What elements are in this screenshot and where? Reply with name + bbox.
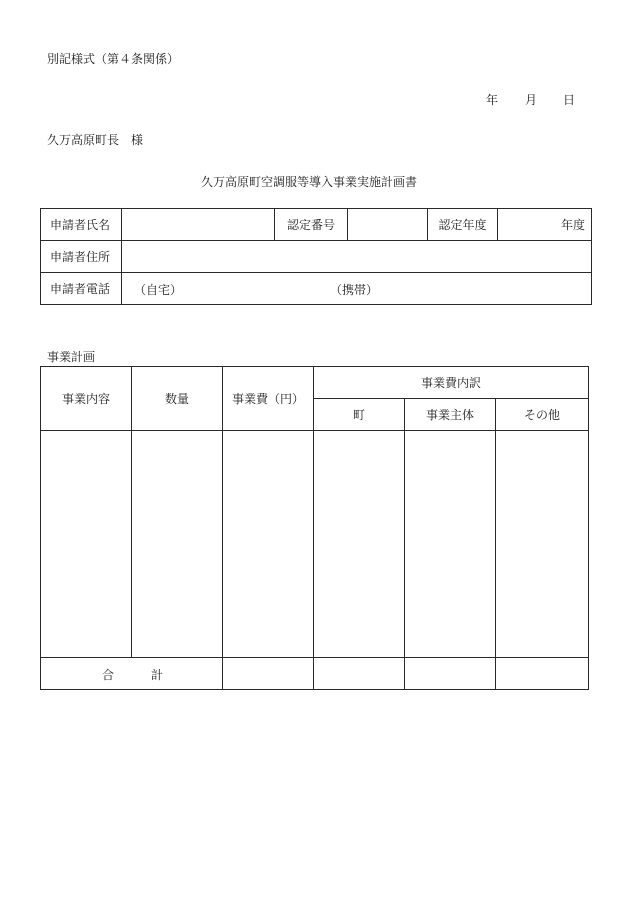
header-operator: 事業主体 bbox=[405, 399, 496, 431]
town-cell[interactable] bbox=[314, 431, 405, 658]
applicant-name-field[interactable] bbox=[122, 209, 275, 241]
document-title: 久万高原町空調服等導入事業実施計画書 bbox=[201, 175, 418, 189]
certification-year-label: 認定年度 bbox=[428, 209, 498, 241]
cost-cell[interactable] bbox=[223, 431, 314, 658]
header-cost: 事業費（円） bbox=[223, 367, 314, 431]
applicant-table bbox=[40, 208, 592, 305]
header-quantity: 数量 bbox=[132, 367, 223, 431]
header-cost-breakdown: 事業費内訳 bbox=[314, 367, 589, 399]
total-operator-cell[interactable] bbox=[405, 658, 496, 690]
applicant-phone-field[interactable] bbox=[122, 273, 592, 305]
total-town-cell[interactable] bbox=[314, 658, 405, 690]
plan-table bbox=[40, 366, 589, 690]
header-other: その他 bbox=[496, 399, 589, 431]
addressee: 久万高原町長 様 bbox=[47, 133, 144, 147]
certification-year-suffix: 年度 bbox=[560, 218, 585, 232]
total-label-b: 計 bbox=[151, 668, 164, 682]
date-month-label: 月 bbox=[525, 93, 538, 107]
certification-number-field[interactable] bbox=[348, 209, 428, 241]
total-other-cell[interactable] bbox=[496, 658, 589, 690]
content-cell[interactable] bbox=[41, 431, 132, 658]
total-label-a: 合 bbox=[102, 668, 115, 682]
applicant-name-label: 申請者氏名 bbox=[41, 209, 122, 241]
applicant-phone-label: 申請者電話 bbox=[41, 273, 122, 305]
quantity-cell[interactable] bbox=[132, 431, 223, 658]
certification-number-label: 認定番号 bbox=[275, 209, 348, 241]
total-label-cell bbox=[41, 658, 223, 690]
home-phone-label: （自宅） bbox=[134, 283, 183, 297]
other-cell[interactable] bbox=[496, 431, 589, 658]
mobile-phone-label: （携帯） bbox=[330, 283, 379, 297]
operator-cell[interactable] bbox=[405, 431, 496, 658]
total-cost-cell[interactable] bbox=[223, 658, 314, 690]
header-town: 町 bbox=[314, 399, 405, 431]
date-day-label: 日 bbox=[563, 93, 576, 107]
applicant-address-field[interactable] bbox=[122, 241, 592, 273]
header-content: 事業内容 bbox=[41, 367, 132, 431]
form-reference: 別記様式（第４条関係） bbox=[47, 52, 180, 66]
applicant-address-label: 申請者住所 bbox=[41, 241, 122, 273]
plan-section-title: 事業計画 bbox=[47, 350, 96, 364]
certification-year-field[interactable] bbox=[498, 209, 592, 241]
date-year-label: 年 bbox=[486, 93, 499, 107]
